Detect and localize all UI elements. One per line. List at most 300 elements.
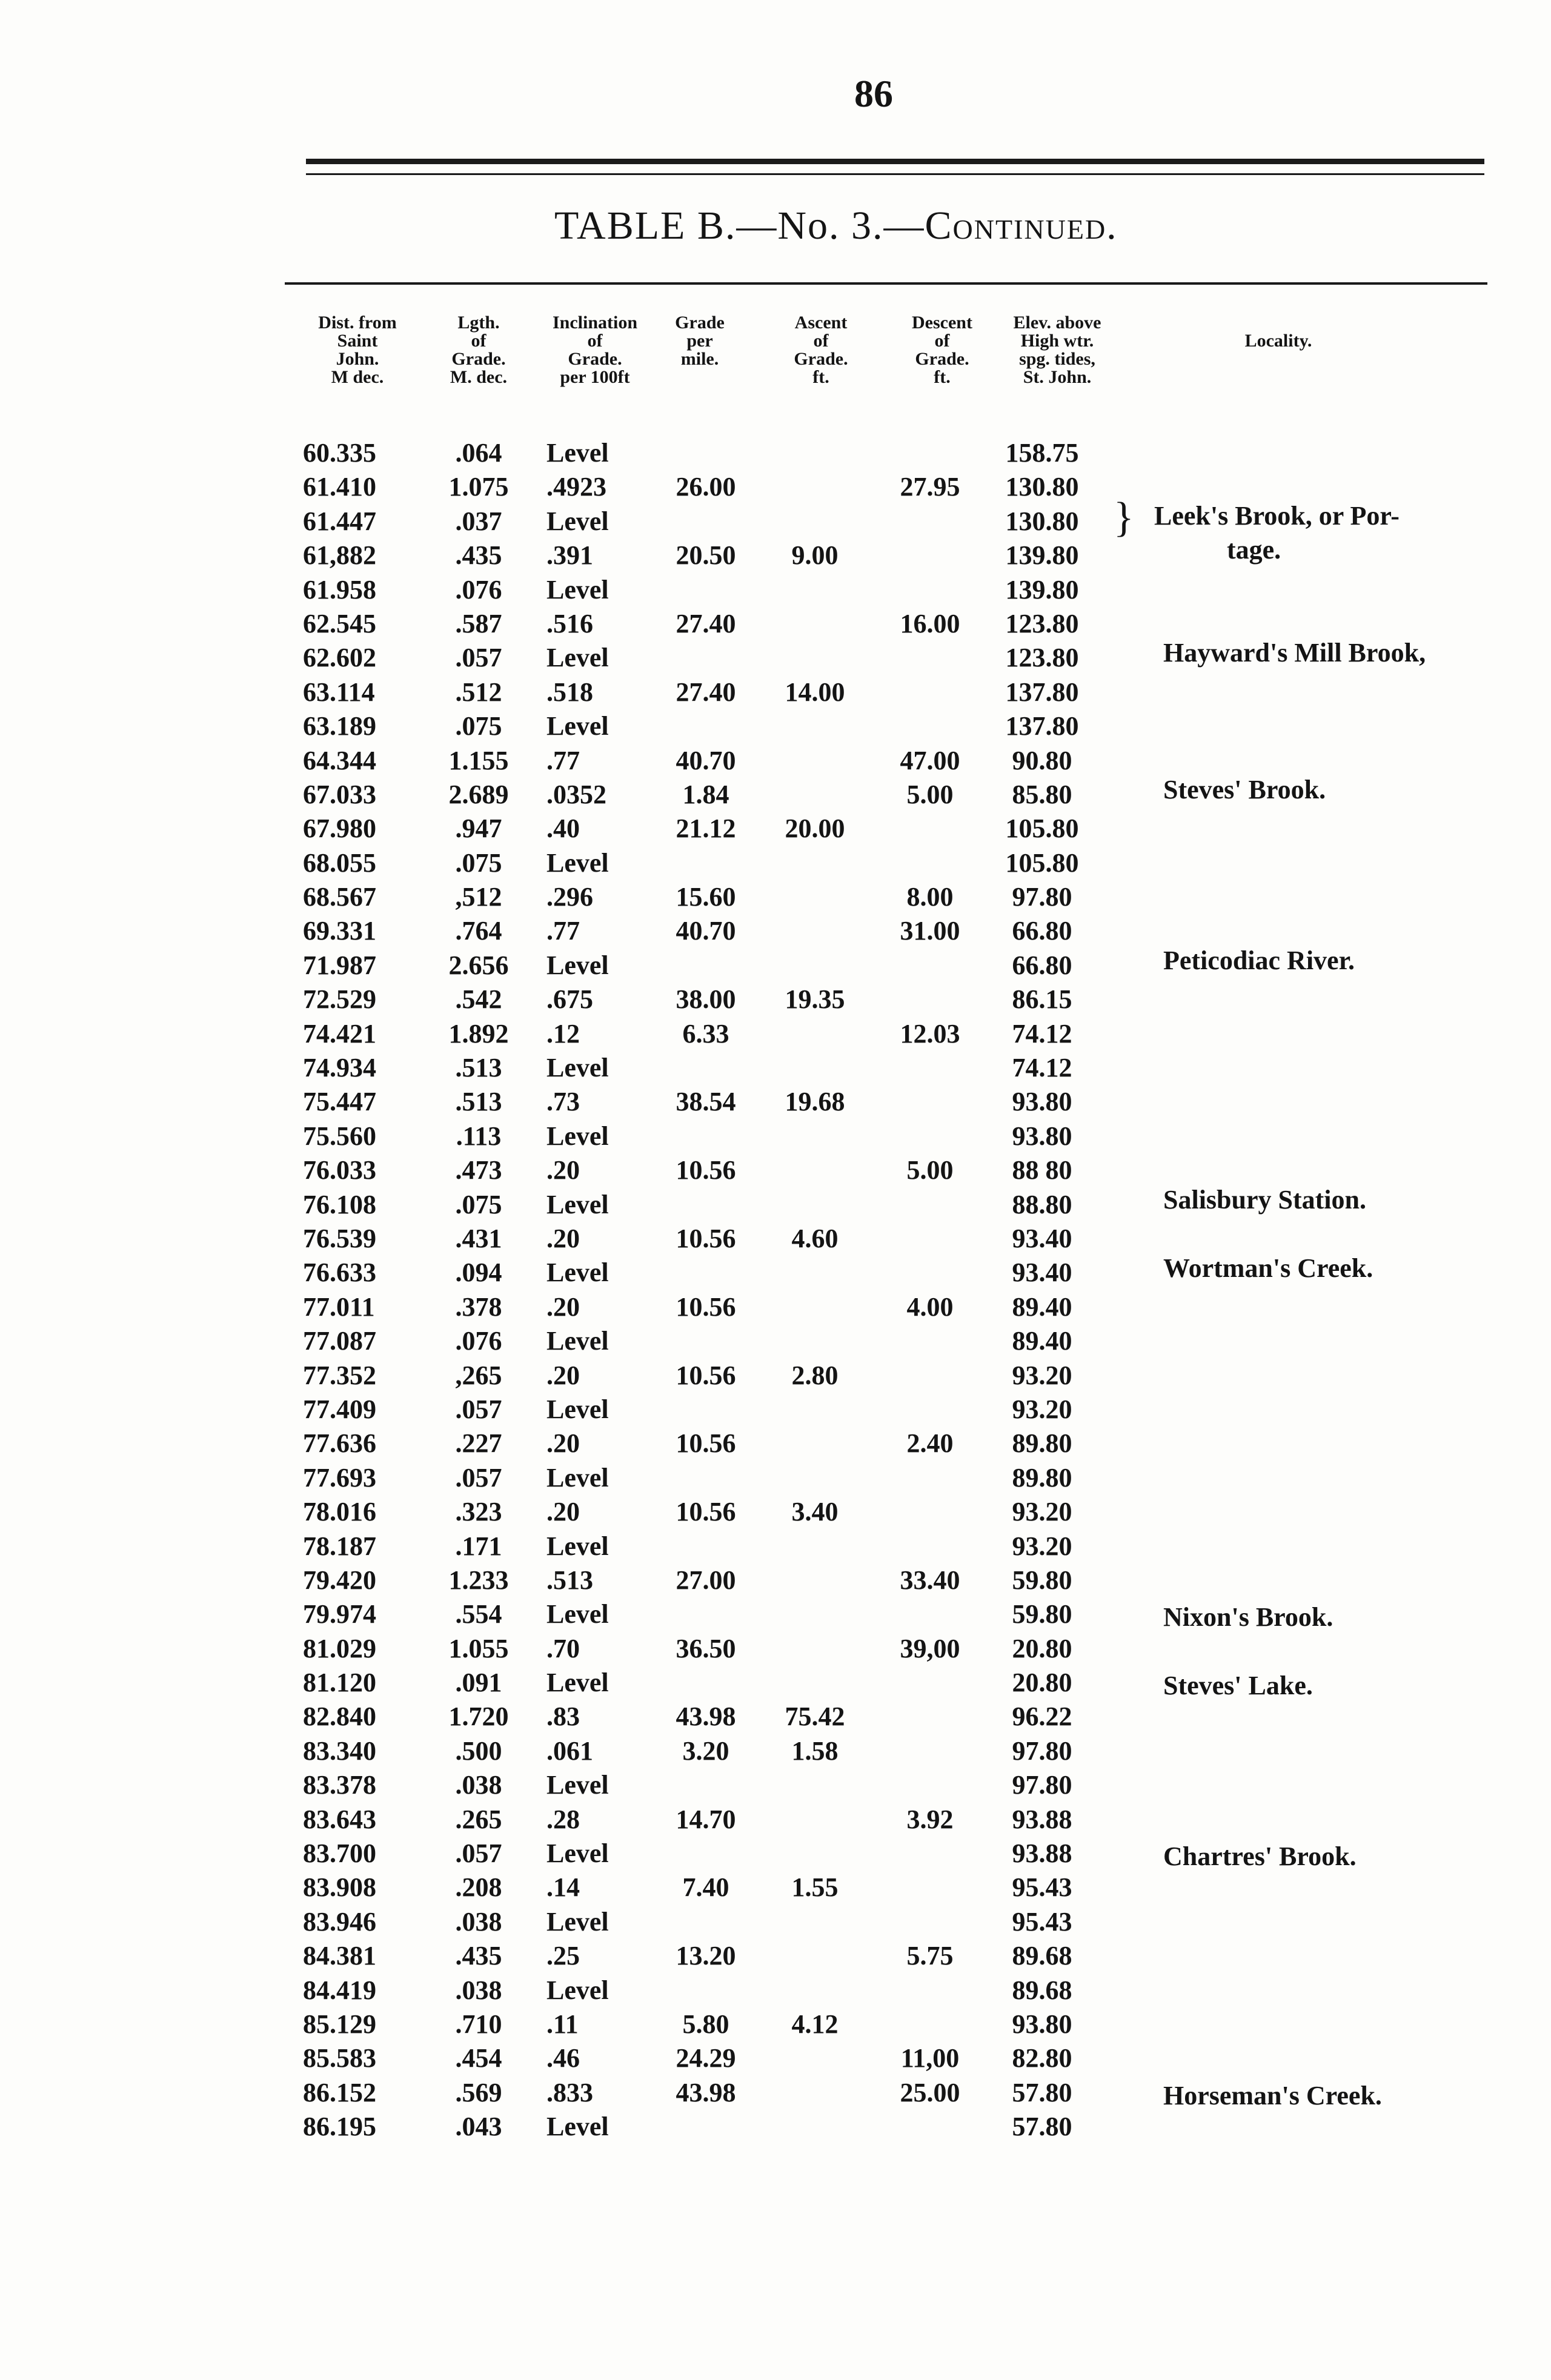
column-descent: [869, 436, 991, 2144]
cell-dist: 62.545: [303, 608, 376, 638]
cell-grade: [651, 1461, 760, 1495]
cell-ascent: 1.55: [791, 1872, 839, 1903]
cell-length: .710: [455, 2009, 502, 2039]
cell-dist: 75.560: [303, 1121, 376, 1151]
cell-descent: [869, 1597, 991, 1631]
cell-ascent: 2.80: [791, 1360, 839, 1390]
cell-inclination: Level: [546, 1258, 609, 1288]
cell-length: 1.155: [448, 745, 509, 775]
cell-inclination: Level: [546, 438, 609, 468]
cell-length: .513: [455, 1053, 502, 1083]
cell-descent: 47.00: [900, 745, 960, 775]
cell-length: .513: [455, 1087, 502, 1117]
cell-elevation: 96.22: [1012, 1702, 1072, 1732]
cell-dist: 75.447: [303, 1087, 376, 1117]
cell-dist: 76.108: [303, 1189, 376, 1219]
cell-dist: 79.420: [303, 1565, 376, 1595]
cell-dist: 78.016: [303, 1497, 376, 1527]
cell-dist: 77.636: [303, 1428, 376, 1459]
cell-grade: [651, 846, 760, 880]
cell-inclination: .46: [546, 2043, 580, 2073]
cell-ascent: [763, 778, 866, 812]
cell-inclination: Level: [546, 1462, 609, 1493]
cell-elevation: 85.80: [1012, 779, 1072, 809]
cell-dist: 85.129: [303, 2009, 376, 2039]
cell-dist: 72.529: [303, 984, 376, 1015]
cell-length: 1.233: [448, 1565, 509, 1595]
cell-grade: [651, 1393, 760, 1427]
cell-descent: [869, 1495, 991, 1529]
cell-inclination: .40: [546, 814, 580, 844]
cell-length: .075: [455, 1189, 502, 1219]
cell-descent: [869, 573, 991, 607]
cell-ascent: [763, 1530, 866, 1563]
cell-elevation: 93.20: [1012, 1360, 1072, 1390]
cell-dist: 76.033: [303, 1155, 376, 1185]
cell-length: 1.720: [448, 1702, 509, 1732]
cell-ascent: [763, 1324, 866, 1358]
cell-ascent: [763, 846, 866, 880]
cell-grade: 7.40: [682, 1872, 729, 1903]
cell-descent: [869, 1119, 991, 1153]
cell-dist: 77.693: [303, 1462, 376, 1493]
cell-length: .043: [455, 2112, 502, 2142]
cell-ascent: 3.40: [791, 1497, 839, 1527]
cell-inclination: .28: [546, 1804, 580, 1834]
cell-descent: [869, 1051, 991, 1085]
cell-length: .542: [455, 984, 502, 1015]
cell-grade: 10.56: [676, 1291, 736, 1322]
cell-elevation: 74.12: [1012, 1018, 1072, 1049]
locality-haywards-mill-brook: Hayward's Mill Brook,: [1163, 638, 1426, 668]
cell-dist: 64.344: [303, 745, 376, 775]
locality-leeks-brook: Leek's Brook, or Por-: [1154, 501, 1400, 531]
cell-descent: 11,00: [900, 2043, 960, 2073]
cell-ascent: 20.00: [785, 814, 845, 844]
cell-descent: [869, 846, 991, 880]
cell-elevation: 93.20: [1012, 1394, 1072, 1424]
cell-dist: 77.011: [303, 1291, 375, 1322]
locality-steves-brook: Steves' Brook.: [1163, 775, 1326, 804]
cell-length: .037: [455, 506, 502, 536]
cell-elevation: 57.80: [1012, 2112, 1072, 2142]
cell-inclination: .833: [546, 2077, 593, 2107]
cell-inclination: .83: [546, 1702, 580, 1732]
cell-grade: 21.12: [676, 814, 736, 844]
cell-ascent: [763, 573, 866, 607]
cell-elevation: 139.80: [1005, 574, 1079, 605]
cell-descent: 33.40: [900, 1565, 960, 1595]
cell-ascent: [763, 1563, 866, 1597]
cell-elevation: 123.80: [1005, 608, 1079, 638]
cell-inclination: Level: [546, 2112, 609, 2142]
cell-dist: 82.840: [303, 1702, 376, 1732]
cell-elevation: 123.80: [1005, 643, 1079, 673]
cell-elevation: 93.80: [1012, 2009, 1072, 2039]
cell-dist: 74.421: [303, 1018, 376, 1049]
cell-elevation: 66.80: [1012, 950, 1072, 980]
cell-descent: [869, 436, 991, 470]
top-rule: [306, 159, 1484, 164]
cell-ascent: [763, 1188, 866, 1222]
cell-dist: 61.447: [303, 506, 376, 536]
cell-dist: 86.152: [303, 2077, 376, 2107]
cell-length: .265: [455, 1804, 502, 1834]
cell-dist: 83.908: [303, 1872, 376, 1903]
cell-inclination: Level: [546, 1189, 609, 1219]
cell-dist: 62.602: [303, 643, 376, 673]
cell-grade: [651, 1837, 760, 1871]
cell-descent: 39,00: [900, 1633, 960, 1663]
cell-elevation: 20.80: [1012, 1668, 1072, 1698]
cell-length: .435: [455, 540, 502, 571]
cell-inclination: .14: [546, 1872, 580, 1903]
cell-length: .091: [455, 1668, 502, 1698]
cell-descent: [869, 1666, 991, 1700]
cell-dist: 77.409: [303, 1394, 376, 1424]
cell-inclination: Level: [546, 506, 609, 536]
cell-dist: 78.187: [303, 1531, 376, 1561]
cell-inclination: Level: [546, 1975, 609, 2005]
cell-elevation: 130.80: [1005, 472, 1079, 502]
cell-grade: 40.70: [676, 745, 736, 775]
cell-grade: 10.56: [676, 1428, 736, 1459]
cell-inclination: .675: [546, 984, 593, 1015]
cell-descent: [869, 675, 991, 709]
cell-grade: [651, 1530, 760, 1563]
cell-grade: 27.40: [676, 677, 736, 707]
cell-inclination: .0352: [546, 779, 606, 809]
cell-elevation: 59.80: [1012, 1565, 1072, 1595]
cell-grade: [651, 1768, 760, 1802]
cell-inclination: Level: [546, 1668, 609, 1698]
cell-elevation: 97.80: [1012, 882, 1072, 912]
cell-dist: 77.087: [303, 1326, 376, 1356]
cell-ascent: [763, 1119, 866, 1153]
cell-inclination: .11: [546, 2009, 579, 2039]
cell-dist: 86.195: [303, 2112, 376, 2142]
cell-grade: 40.70: [676, 916, 736, 946]
cell-elevation: 89.40: [1012, 1326, 1072, 1356]
cell-grade: 27.40: [676, 608, 736, 638]
cell-elevation: 86.15: [1012, 984, 1072, 1015]
cell-ascent: [763, 1905, 866, 1939]
cell-grade: [651, 641, 760, 675]
cell-grade: [651, 1256, 760, 1290]
cell-descent: [869, 812, 991, 846]
header-length: Lgth. of Grade. M. dec.: [450, 313, 508, 387]
cell-ascent: 14.00: [785, 677, 845, 707]
cell-length: 2.689: [448, 779, 509, 809]
cell-ascent: [763, 1597, 866, 1631]
cell-length: .512: [455, 677, 502, 707]
cell-length: .038: [455, 1770, 502, 1800]
cell-dist: 79.974: [303, 1599, 376, 1629]
table-title: [554, 203, 1118, 249]
cell-ascent: [763, 1427, 866, 1460]
cell-grade: 20.50: [676, 540, 736, 571]
cell-elevation: 137.80: [1005, 677, 1079, 707]
cell-inclination: Level: [546, 1531, 609, 1561]
cell-descent: [869, 1700, 991, 1734]
cell-inclination: Level: [546, 1770, 609, 1800]
cell-ascent: [763, 744, 866, 778]
cell-descent: [869, 949, 991, 983]
cell-grade: 26.00: [676, 472, 736, 502]
cell-ascent: [763, 949, 866, 983]
cell-elevation: 137.80: [1005, 711, 1079, 741]
cell-grade: [651, 436, 760, 470]
cell-inclination: .516: [546, 608, 593, 638]
cell-descent: 16.00: [900, 608, 960, 638]
cell-length: 2.656: [448, 950, 509, 980]
cell-grade: [651, 1974, 760, 2007]
cell-grade: 43.98: [676, 2077, 736, 2107]
cell-dist: 81.029: [303, 1633, 376, 1663]
cell-elevation: 93.88: [1012, 1804, 1072, 1834]
cell-grade: 3.20: [682, 1735, 729, 1766]
cell-dist: 63.114: [303, 677, 375, 707]
column-elevation: [988, 436, 1097, 2144]
cell-dist: 76.539: [303, 1223, 376, 1253]
cell-grade: 27.00: [676, 1565, 736, 1595]
header-inclination: Inclination of Grade. per 100ft: [552, 313, 638, 387]
cell-length: .064: [455, 438, 502, 468]
cell-elevation: 89.80: [1012, 1462, 1072, 1493]
cell-inclination: .70: [546, 1633, 580, 1663]
cell-elevation: 130.80: [1005, 506, 1079, 536]
cell-elevation: 158.75: [1005, 438, 1079, 468]
cell-grade: [651, 1324, 760, 1358]
cell-dist: 83.700: [303, 1838, 376, 1869]
cell-length: .038: [455, 1975, 502, 2005]
cell-descent: [869, 505, 991, 539]
cell-dist: 61,882: [303, 540, 376, 571]
cell-inclination: .4923: [546, 472, 606, 502]
cell-descent: [869, 983, 991, 1016]
cell-inclination: .296: [546, 882, 593, 912]
cell-grade: [651, 1597, 760, 1631]
cell-elevation: 88.80: [1012, 1189, 1072, 1219]
cell-grade: 43.98: [676, 1702, 736, 1732]
cell-dist: 83.378: [303, 1770, 376, 1800]
cell-dist: 61.958: [303, 574, 376, 605]
cell-inclination: Level: [546, 1394, 609, 1424]
cell-grade: [651, 505, 760, 539]
cell-grade: [651, 2110, 760, 2144]
cell-length: .454: [455, 2043, 502, 2073]
cell-inclination: .20: [546, 1223, 580, 1253]
cell-grade: [651, 1905, 760, 1939]
cell-dist: 83.340: [303, 1735, 376, 1766]
cell-length: .057: [455, 1394, 502, 1424]
cell-inclination: Level: [546, 711, 609, 741]
cell-grade: 10.56: [676, 1497, 736, 1527]
cell-length: .076: [455, 1326, 502, 1356]
cell-ascent: 9.00: [791, 540, 839, 571]
cell-grade: 10.56: [676, 1155, 736, 1185]
cell-descent: [869, 1974, 991, 2007]
cell-dist: 63.189: [303, 711, 376, 741]
cell-length: .057: [455, 1462, 502, 1493]
cell-length: .171: [455, 1531, 502, 1561]
cell-ascent: [763, 2110, 866, 2144]
cell-descent: [869, 1222, 991, 1256]
cell-descent: 4.00: [906, 1291, 954, 1322]
cell-inclination: .20: [546, 1428, 580, 1459]
cell-length: ,265: [455, 1360, 502, 1390]
cell-dist: 83.946: [303, 1906, 376, 1937]
cell-elevation: 93.20: [1012, 1497, 1072, 1527]
cell-dist: 60.335: [303, 438, 376, 468]
cell-grade: 36.50: [676, 1633, 736, 1663]
cell-grade: 5.80: [682, 2009, 729, 2039]
cell-descent: [869, 2007, 991, 2041]
cell-inclination: .73: [546, 1087, 580, 1117]
cell-ascent: [763, 1768, 866, 1802]
header-ascent: Ascent of Grade. ft.: [794, 313, 848, 387]
cell-length: .208: [455, 1872, 502, 1903]
cell-grade: 15.60: [676, 882, 736, 912]
cell-length: .094: [455, 1258, 502, 1288]
cell-elevation: 89.68: [1012, 1975, 1072, 2005]
cell-length: .075: [455, 711, 502, 741]
cell-descent: [869, 1085, 991, 1119]
cell-ascent: [763, 880, 866, 914]
cell-length: .057: [455, 643, 502, 673]
cell-grade: [651, 1188, 760, 1222]
brace: }: [1114, 494, 1134, 541]
cell-length: .435: [455, 1941, 502, 1971]
cell-descent: [869, 1188, 991, 1222]
cell-elevation: 59.80: [1012, 1599, 1072, 1629]
cell-grade: 10.56: [676, 1360, 736, 1390]
header-elevation: Elev. above High wtr. spg. tides, St. John.: [1013, 313, 1101, 387]
cell-dist: 85.583: [303, 2043, 376, 2073]
cell-ascent: [763, 1393, 866, 1427]
cell-elevation: 93.80: [1012, 1087, 1072, 1117]
cell-descent: [869, 1768, 991, 1802]
cell-elevation: 82.80: [1012, 2043, 1072, 2073]
cell-length: .473: [455, 1155, 502, 1185]
cell-ascent: [763, 914, 866, 948]
cell-elevation: 93.20: [1012, 1531, 1072, 1561]
header-descent: Descent of Grade. ft.: [912, 313, 972, 387]
cell-inclination: .391: [546, 540, 593, 571]
cell-inclination: .20: [546, 1291, 580, 1322]
locality-salisbury-station: Salisbury Station.: [1163, 1185, 1366, 1215]
cell-dist: 77.352: [303, 1360, 376, 1390]
cell-dist: 68.567: [303, 882, 376, 912]
cell-length: ,512: [455, 882, 502, 912]
header-rule: [285, 282, 1487, 285]
cell-ascent: 19.68: [785, 1087, 845, 1117]
cell-grade: [651, 1051, 760, 1085]
column-ascent: [763, 436, 866, 2144]
cell-dist: 74.934: [303, 1053, 376, 1083]
cell-inclination: .513: [546, 1565, 593, 1595]
cell-inclination: .77: [546, 916, 580, 946]
cell-elevation: 74.12: [1012, 1053, 1072, 1083]
cell-dist: 61.410: [303, 472, 376, 502]
cell-length: .323: [455, 1497, 502, 1527]
cell-descent: [869, 1837, 991, 1871]
cell-length: .076: [455, 574, 502, 605]
header-grade: Grade per mile.: [675, 313, 725, 369]
cell-grade: 38.00: [676, 984, 736, 1015]
cell-elevation: 105.80: [1005, 847, 1079, 878]
cell-inclination: Level: [546, 1906, 609, 1937]
cell-descent: 12.03: [900, 1018, 960, 1049]
cell-ascent: [763, 1632, 866, 1666]
cell-ascent: [763, 1837, 866, 1871]
cell-inclination: Level: [546, 1053, 609, 1083]
cell-descent: [869, 1734, 991, 1768]
cell-descent: [869, 709, 991, 743]
column-grade: [651, 436, 760, 2144]
cell-ascent: [763, 2041, 866, 2075]
cell-grade: [651, 709, 760, 743]
cell-descent: 31.00: [900, 916, 960, 946]
cell-inclination: .77: [546, 745, 580, 775]
cell-inclination: Level: [546, 847, 609, 878]
cell-ascent: [763, 436, 866, 470]
cell-length: .554: [455, 1599, 502, 1629]
cell-grade: [651, 1119, 760, 1153]
cell-descent: [869, 2110, 991, 2144]
cell-ascent: [763, 470, 866, 504]
page-number: 86: [854, 72, 893, 115]
cell-elevation: 57.80: [1012, 2077, 1072, 2107]
cell-elevation: 89.40: [1012, 1291, 1072, 1322]
cell-ascent: 4.12: [791, 2009, 839, 2039]
cell-ascent: 1.58: [791, 1735, 839, 1766]
cell-ascent: [763, 709, 866, 743]
cell-elevation: 88 80: [1012, 1155, 1072, 1185]
cell-grade: 38.54: [676, 1087, 736, 1117]
cell-grade: 13.20: [676, 1941, 736, 1971]
top-rule-thin: [306, 173, 1484, 175]
cell-grade: [651, 573, 760, 607]
cell-descent: 2.40: [906, 1428, 954, 1459]
cell-length: .113: [456, 1121, 502, 1151]
cell-elevation: 93.88: [1012, 1838, 1072, 1869]
cell-inclination: Level: [546, 1838, 609, 1869]
cell-descent: 3.92: [906, 1804, 954, 1834]
cell-dist: 81.120: [303, 1668, 376, 1698]
cell-ascent: [763, 1666, 866, 1700]
cell-length: .500: [455, 1735, 502, 1766]
cell-dist: 76.633: [303, 1258, 376, 1288]
cell-ascent: [763, 505, 866, 539]
cell-ascent: [763, 2076, 866, 2110]
cell-grade: 6.33: [682, 1018, 729, 1049]
cell-elevation: 89.68: [1012, 1941, 1072, 1971]
cell-grade: 1.84: [682, 779, 729, 809]
cell-grade: 14.70: [676, 1804, 736, 1834]
cell-length: .431: [455, 1223, 502, 1253]
column-inclination: [534, 436, 649, 2144]
cell-inclination: .20: [546, 1155, 580, 1185]
cell-grade: [651, 949, 760, 983]
cell-ascent: [763, 1017, 866, 1051]
locality-nixons-brook: Nixon's Brook.: [1163, 1602, 1333, 1632]
cell-descent: [869, 1393, 991, 1427]
cell-ascent: [763, 641, 866, 675]
cell-ascent: 19.35: [785, 984, 845, 1015]
cell-ascent: [763, 1461, 866, 1495]
cell-dist: 84.419: [303, 1975, 376, 2005]
